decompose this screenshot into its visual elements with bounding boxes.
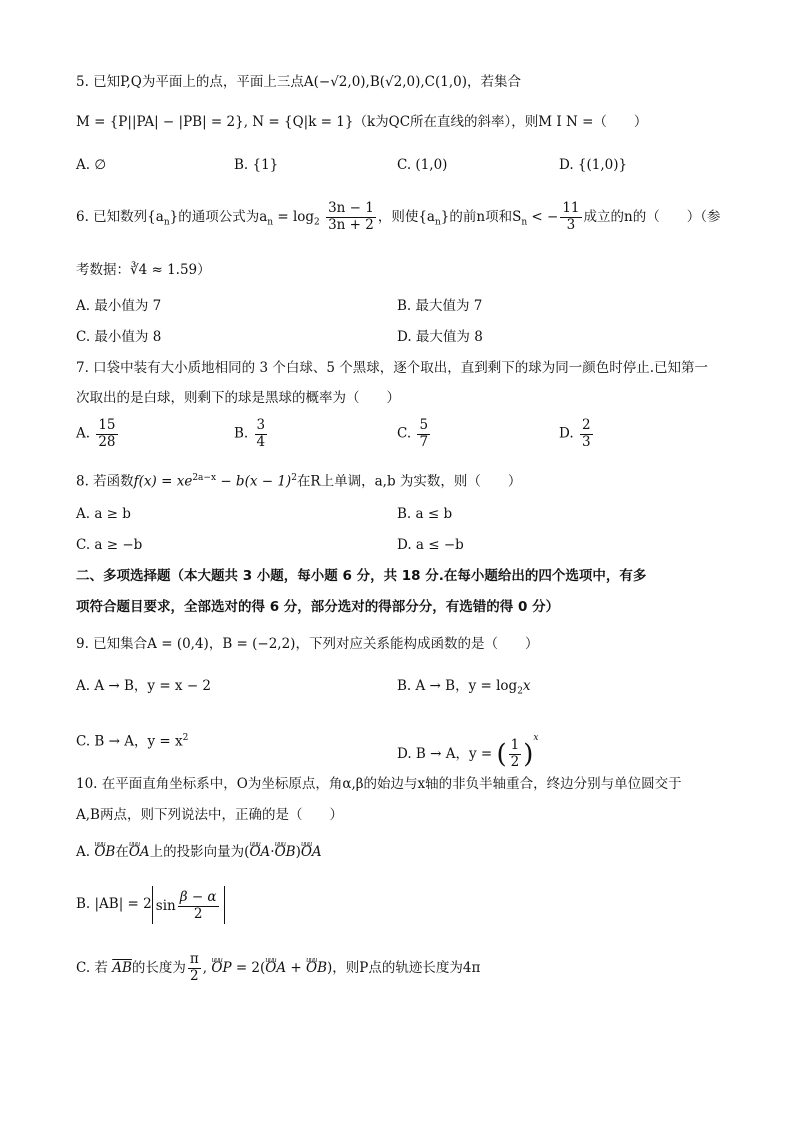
q8-exp: 2a−x [192, 473, 217, 483]
q9-optd-sup: x [533, 733, 539, 743]
fraction [255, 418, 268, 450]
frac-den: 7 [419, 433, 429, 450]
q6-frac2-den: 3 [566, 217, 576, 233]
q9-option-d: D. B → A，y = ( $\frac{1}{2}$ )$^x$ [397, 733, 539, 770]
q6-frac-den: 3n + 2 [328, 217, 374, 233]
q10-opta-text: 上的投影向量为( [149, 844, 250, 860]
dot-operator: · [270, 844, 275, 860]
q9-option-c [76, 728, 188, 752]
q9-optb-sub: 2 [517, 686, 523, 697]
option-label: D. [559, 425, 574, 442]
abs-value [152, 886, 225, 924]
option-label: C. [397, 425, 412, 442]
q9-optb-x: x [522, 678, 531, 694]
option-label: A. [76, 425, 91, 442]
q6-line2: 考数据：∛4 ≈ 1.59） [76, 262, 211, 278]
q8-func: f(x) = xe [133, 473, 193, 490]
q9-optc-sup: 2 [182, 733, 189, 743]
q10-opta-label: A. [76, 844, 95, 860]
q9-option-b [397, 676, 531, 702]
q6-text: 6. 已知数列{a [76, 209, 164, 225]
q8-option-c: C. a ≥ −b [76, 537, 143, 553]
q6-fraction [326, 201, 376, 233]
q7-option-d [559, 418, 595, 450]
q10-line1: 10. 在平面直角坐标系中，O为坐标原点，角α,β的始边与x轴的非负半轴重合，终边分别与单位圆交于 [76, 776, 682, 792]
q10-option-a [76, 842, 322, 862]
fraction [188, 952, 201, 984]
q5-line1: 5. 已知P,Q为平面上的点，平面上三点A(−√2,0),B(√2,0),C(1,0)，若集合 [76, 74, 521, 90]
q10-optc-text: 的长度为 [131, 960, 186, 976]
q10-optc-text: , [202, 960, 212, 976]
q10-optb-text: B. |AB| = 2 [76, 896, 152, 912]
q6-option-d: D. 最大值为 8 [397, 329, 483, 345]
q5-option-c: C. (1,0) [397, 157, 448, 173]
q10-opta-text: 在 [115, 844, 129, 860]
q8-text: 在R上单调，a,b 为实数，则（ ） [296, 473, 522, 490]
q6-option-b: B. 最大值为 7 [397, 298, 483, 314]
section2-heading-line1: 二、多项选择题（本大题共 3 小题，每小题 6 分，共 18 分.在每小题给出的四个选项中，有多 [76, 568, 647, 584]
q6-text: ，则使{a [377, 209, 435, 225]
q10-opta-text: ) [295, 844, 301, 860]
q5-line2: M = {P||PA| − |PB| = 2}, N = {Q|k = 1}（k为QC所在直线的斜率），则M I N =（ ） [76, 114, 648, 130]
q9-optb-text: B. A → B，y = log [397, 678, 518, 694]
vector-op: uuu OP [211, 948, 231, 988]
q6-option-c: C. 最小值为 8 [76, 329, 162, 345]
vector-ob: uuu OB [275, 842, 296, 862]
q7-option-a [76, 418, 120, 450]
fraction [96, 418, 117, 450]
vector-oa: uuu OA [249, 842, 270, 862]
option-label: B. [234, 425, 249, 442]
q6-option-a: A. 最小值为 7 [76, 298, 162, 314]
q6-text: = log [273, 209, 315, 225]
q9-optd-text: D. B → A，y = [397, 746, 497, 762]
arc-ab: $\overline{AB}$ [112, 960, 132, 976]
q7-option-b [234, 418, 269, 450]
q8-option-b: B. a ≤ b [397, 506, 453, 522]
q6-text: 成立的n的（ ）（参 [583, 209, 721, 225]
frac-num: 2 [581, 417, 591, 433]
q10-option-b [76, 884, 225, 924]
fraction [509, 738, 522, 770]
q10-optc-text: )，则P点的轨迹长度为4π [327, 960, 481, 976]
q6-text: }的通项公式为a [169, 209, 268, 225]
frac-num: β − α [179, 888, 217, 905]
q7-option-c [397, 418, 432, 450]
q7-line2: 次取出的是白球，则剩下的球是黑球的概率为（ ） [76, 390, 400, 406]
frac-den: 4 [256, 433, 266, 450]
q7-line1: 7. 口袋中装有大小质地相同的 3 个白球、5 个黑球，逐个取出，直到剩下的球为同一颜色时停止.已知第一 [76, 360, 709, 376]
q8-text: 8. 若函数 [76, 473, 134, 490]
fraction [580, 418, 593, 450]
frac-den: 2 [193, 905, 203, 922]
frac-num: 5 [419, 417, 429, 433]
sin-text: sin [155, 897, 176, 914]
vector-oa: uuu OA [129, 842, 150, 862]
frac-num: π [189, 951, 199, 968]
q9-option-a: A. A → B，y = x − 2 [76, 678, 212, 694]
frac-num: 15 [98, 417, 116, 433]
vector-oa: uuu OA [301, 842, 322, 862]
frac-den: 2 [510, 754, 520, 770]
q5-option-d: D. {(1,0)} [559, 157, 628, 173]
frac-num: 3 [256, 417, 266, 433]
q6-frac2-num: 11 [562, 200, 580, 217]
q10-optc-text: C. 若 [76, 960, 113, 976]
q6-text: < − [527, 209, 559, 225]
fraction [178, 890, 219, 922]
q5-option-b: B. {1} [234, 157, 279, 173]
fraction [417, 418, 430, 450]
q6-frac-num: 3n − 1 [328, 200, 374, 217]
q9-optc-text: C. B → A，y = x [76, 733, 183, 750]
q8-option-a: A. a ≥ b [76, 506, 131, 522]
frac-den: 28 [98, 433, 116, 450]
vector-ob: uuu OB [94, 842, 115, 862]
vector-ob: uuu OB [306, 948, 327, 988]
q5-option-a: A. ∅ [76, 157, 107, 173]
frac-num: 1 [510, 737, 520, 754]
q10-optc-text: = 2( [231, 960, 266, 976]
plus-operator: + [286, 960, 307, 976]
q8-stem [76, 468, 734, 492]
q6-fraction2 [560, 201, 581, 233]
frac-den: 3 [581, 433, 591, 450]
q8-func-tail: − b(x − 1) [216, 473, 292, 490]
q9-stem: 9. 已知集合A = (0,4)，B = (−2,2)，下列对应关系能构成函数的是（ ） [76, 636, 539, 652]
vector-oa: uuu OA [265, 948, 286, 988]
q6-line1: 6. 已知数列$\{a_n\}$的通项公式为$a_n = \log_2$ $\frac{3n - 1}{3n + 2}$ ，则使$\{a_n\}$的前n项和$S_n$ < − $\frac{11}{3}$ 成立的n的（ ）（参 [76, 200, 721, 233]
q8-option-d: D. a ≤ −b [397, 537, 464, 553]
q10-line2: A,B两点，则下列说法中，正确的是（ ） [76, 807, 343, 823]
q8-square: 2 [291, 473, 297, 483]
section2-heading-line2: 项符合题目要求，全部选对的得 6 分，部分选对的得部分分，有选错的得 0 分） [76, 599, 560, 615]
frac-den: 2 [190, 968, 199, 984]
q6-text: }的前n项和S [440, 209, 522, 225]
q10-option-c [76, 948, 480, 988]
